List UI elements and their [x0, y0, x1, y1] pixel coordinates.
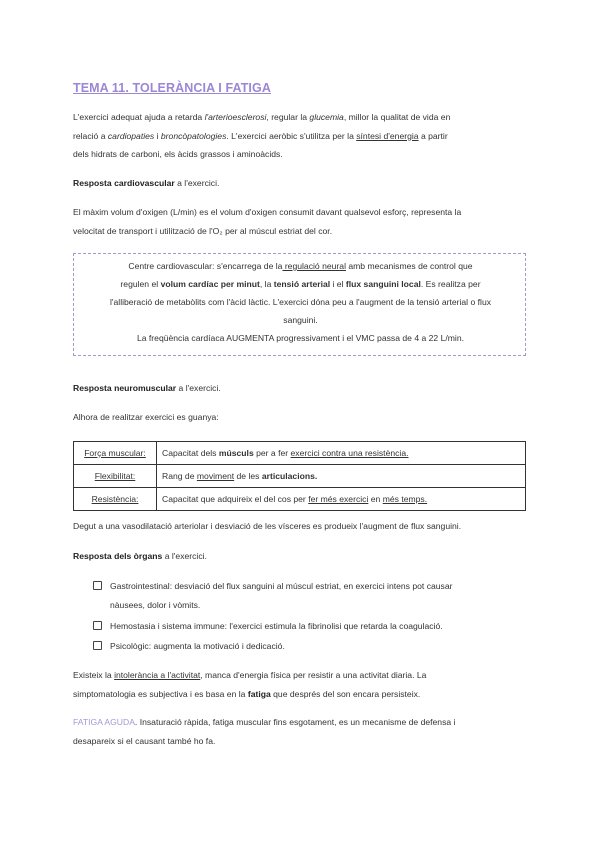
checkbox-icon[interactable] [93, 641, 102, 650]
checklist-text [110, 577, 525, 614]
vo2-paragraph [73, 203, 533, 240]
checklist-line: Gastrointestinal: desviació del flux sanguini al múscul estriat, en exercici intens pot causar [110, 581, 453, 591]
organs-heading [73, 547, 533, 566]
intro-text: , regular la [266, 112, 310, 122]
intol-underline: intolerància a l'activitat [114, 670, 201, 680]
table-row [74, 488, 526, 511]
intro-text: a partir [418, 130, 448, 141]
table-cell [157, 442, 526, 465]
table-cell [157, 465, 526, 488]
table-header-cell [74, 488, 157, 511]
intro-text: i [154, 130, 161, 141]
callout-text: . Es realitza per [420, 279, 481, 289]
table-row [74, 442, 526, 465]
table-header-cell [74, 442, 157, 465]
intro-text: dels hidrats de carboni, els àcids grassos i aminoàcids. [73, 149, 283, 159]
acute-fatigue-label: FATIGA AGUDA [73, 717, 135, 727]
callout-bold: flux sanguini local [345, 279, 421, 289]
acute-text: . Insaturació ràpida, fatiga muscular fins esgotament, es un mecanisme de defensa i [134, 717, 456, 727]
callout-line: sanguini. [283, 315, 318, 325]
intro-text: relació a [73, 130, 108, 141]
row-label: Força muscular: [84, 448, 146, 458]
neuro-heading-rest: a l'exercici. [176, 383, 221, 393]
cell-text: per a fer [253, 448, 291, 458]
intro-text: L'exercici adequat ajuda a retarda [73, 112, 205, 122]
cardio-heading [73, 174, 533, 193]
callout-line: La freqüència cardíaca AUGMENTA progressivament i el VMC passa de 4 a 22 L/min. [136, 333, 465, 343]
callout-text: Centre cardiovascular: s'encarrega de la [128, 261, 283, 271]
intro-italic: l'arterioesclerosi [204, 112, 267, 122]
intro-text: . L'exercici aeròbic s'utilitza per la [226, 130, 357, 141]
table-cell [157, 488, 526, 511]
checkbox-icon[interactable] [93, 621, 102, 630]
cell-underline: moviment [196, 471, 235, 481]
vo2-line: velocitat de transport i utilització de l'O₂ per al múscul estriat del cor. [73, 225, 333, 236]
callout-text: regulen el [120, 279, 161, 289]
vo2-line: El màxim volum d'oxigen (L/min) es el volum d'oxigen consumit davant qualsevol esforç, representa la [73, 207, 462, 217]
cell-text: Rang de [162, 471, 197, 481]
cell-text: en [368, 494, 383, 504]
cell-bold: músculs [218, 448, 254, 458]
checklist-line: nàusees, dolor i vòmits. [110, 599, 201, 610]
cell-bold: articulacions. [261, 471, 318, 481]
intro-underline: síntesi d'energia [356, 130, 419, 141]
intol-text: simptomatologia es subjectiva i es basa en la [73, 688, 248, 699]
cardiovascular-callout [73, 253, 526, 356]
callout-bold: volum cardíac per minut [160, 279, 260, 289]
callout-line [74, 261, 527, 271]
acute-fatigue-paragraph [73, 713, 538, 750]
neuro-heading [73, 379, 533, 398]
intol-text: Existeix la [73, 670, 115, 680]
table-row [74, 465, 526, 488]
callout-line [74, 279, 527, 289]
intro-italic: broncòpatologies [160, 130, 227, 141]
cell-text: de les [234, 471, 262, 481]
table-header-cell [74, 465, 157, 488]
intro-italic: glucemia [309, 112, 344, 122]
intro-italic: cardiopaties [107, 130, 155, 141]
page-title: TEMA 11. TOLERÀNCIA I FATIGA [73, 81, 271, 95]
row-label: Flexibilitat: [94, 471, 136, 481]
callout-bold: tensió arterial [273, 279, 331, 289]
callout-text: i el [330, 279, 346, 289]
intol-text: que després del son encara persisteix. [270, 688, 421, 699]
neuro-heading-bold: Resposta neuromuscular [73, 383, 177, 393]
checklist-text: Hemostasia i sistema immune: l'exercici estimula la fibrinolisi que retarda la coagulació. [110, 621, 443, 631]
intro-text: , millor la qualitat de vida en [343, 112, 451, 122]
gains-table [73, 441, 526, 511]
cardio-heading-bold: Resposta cardiovascular [73, 178, 175, 188]
callout-line: l'alliberació de metabòlits com l'àcid làctic. L'exercici dóna peu a l'augment de la tensió arterial o flux [109, 297, 492, 307]
organs-heading-bold: Resposta dels òrgans [73, 551, 163, 561]
callout-underline: regulació neural [282, 261, 346, 271]
cell-text: Capacitat que adquireix el del cos per [162, 494, 309, 504]
organs-heading-rest: a l'exercici. [162, 551, 207, 561]
cell-underline: fer més exercici [308, 494, 369, 504]
callout-text: , la [259, 279, 274, 289]
callout-text: amb mecanismes de control que [345, 261, 473, 271]
cell-underline: més temps. [382, 494, 428, 504]
vaso-paragraph: Degut a una vasodilatació arteriolar i desviació de les vísceres es produeix l'augment de flux sanguini. [73, 521, 462, 531]
intol-text: , manca d'energia física per resistir a una activitat diaria. La [200, 670, 427, 680]
acute-text: desapareix si el causant també ho fa. [73, 735, 216, 746]
cell-underline: exercici contra una resistència. [290, 448, 409, 458]
gain-text: Alhora de realitzar exercici es guanya: [73, 412, 219, 422]
checklist-text: Psicològic: augmenta la motivació i dedicació. [110, 641, 285, 651]
checkbox-icon[interactable] [93, 581, 102, 590]
intro-paragraph [73, 108, 533, 164]
intol-bold: fatiga [247, 688, 271, 699]
row-label: Resistència: [91, 494, 139, 504]
cardio-heading-rest: a l'exercici. [174, 178, 220, 188]
cell-text: Capacitat dels [162, 448, 219, 458]
intolerance-paragraph [73, 666, 538, 703]
